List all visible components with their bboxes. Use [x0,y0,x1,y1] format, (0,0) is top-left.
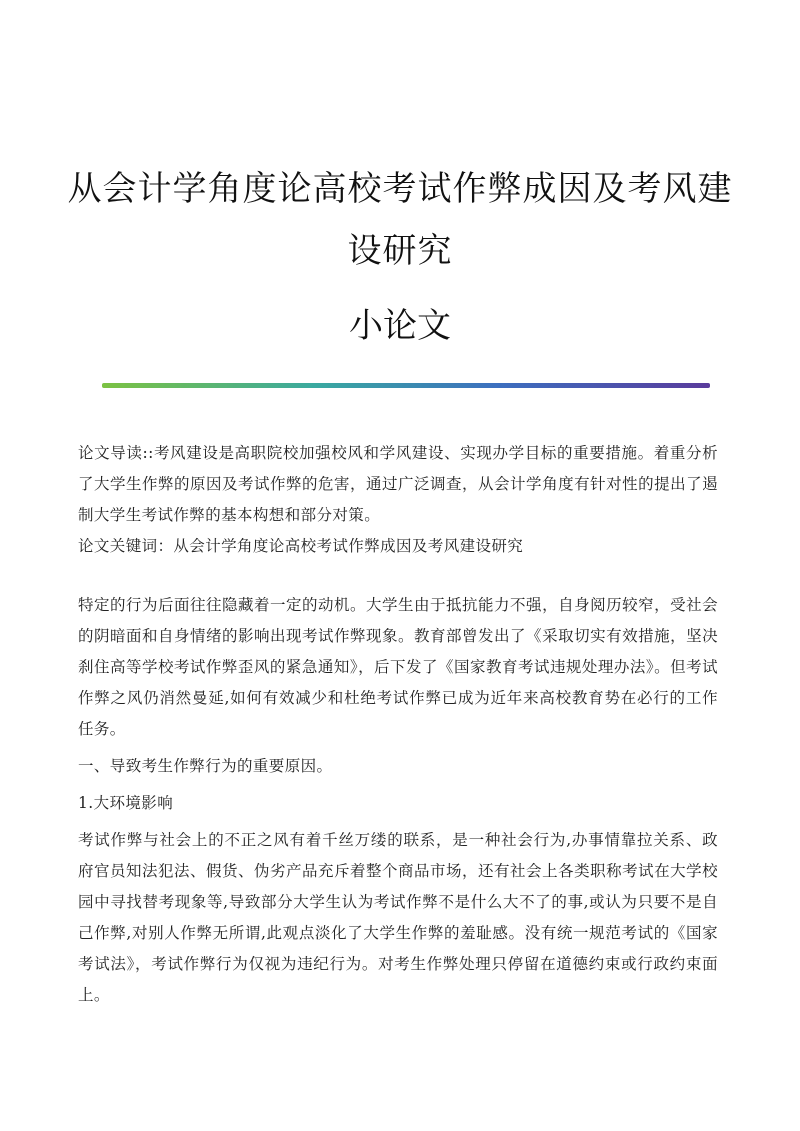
spacer [78,562,718,590]
gradient-divider [102,383,710,388]
body-paragraph: 考试作弊与社会上的不正之风有着千丝万缕的联系，是一种社会行为,办事情靠拉关系、政府官员知法犯法、假货、伪劣产品充斥着整个商品市场，还有社会上各类职称考试在大学校园中寻找替考现象等,导致部分大学生认为考试作弊不是什么大不了的事,或认为只要不是自己作弊,对别人作弊无所谓,此观点淡化了大学生作弊的羞耻感。没有统一规范考试的《国家考试法》，考试作弊行为仅视为违纪行为。对考生作弊处理只停留在道德约束或行政约束面上。 [78,831,718,1004]
section-heading: 一、导致考生作弊行为的重要原因。 [78,757,333,775]
document-title: 从会计学角度论高校考试作弊成因及考风建设研究 [67,169,733,271]
document-body [78,438,718,1011]
document-subtitle: 小论文 [349,306,451,346]
abstract-paragraph: 论文导读::考风建设是高职院校加强校风和学风建设、实现办学目标的重要措施。着重分析了大学生作弊的原因及考试作弊的危害，通过广泛调查，从会计学角度有针对性的提出了遏制大学生考试作弊的基本构想和部分对策。 [78,444,718,524]
title-block [60,158,740,282]
keywords-paragraph: 论文关键词：从会计学角度论高校考试作弊成因及考风建设研究 [78,537,524,555]
body-paragraph: 特定的行为后面往往隐藏着一定的动机。大学生由于抵抗能力不强，自身阅历较窄，受社会的阴暗面和自身情绪的影响出现考试作弊现象。教育部曾发出了《采取切实有效措施，坚决刹住高等学校考试作弊歪风的紧急通知》，后下发了《国家教育考试违规处理办法》。但考试作弊之风仍消然曼延,如何有效减少和杜绝考试作弊已成为近年来高校教育势在必行的工作任务。 [78,596,718,738]
subsection-heading: 1.大环境影响 [78,794,174,812]
